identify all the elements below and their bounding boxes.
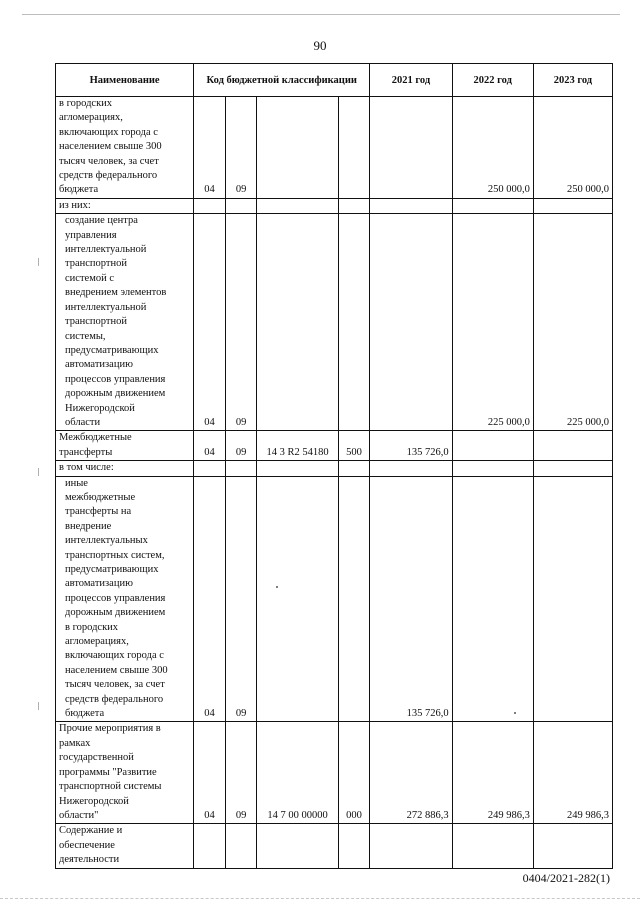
row-value-2022 bbox=[452, 431, 533, 461]
header-budget-code: Код бюджетной классификации bbox=[194, 64, 370, 97]
row-name-cell bbox=[56, 97, 194, 199]
row-value-2021 bbox=[370, 461, 452, 476]
row-name: Прочие мероприятия в рамках государственной программы "Развитие транспортной системы Нижегородской области" bbox=[59, 723, 162, 821]
row-value-2022 bbox=[452, 461, 533, 476]
row-section: 04 bbox=[194, 97, 226, 199]
table-row bbox=[56, 198, 613, 213]
row-value-2022 bbox=[452, 476, 533, 722]
row-name: создание центра управления интеллектуальной транспортной системой с внедрением элементов интеллектуальной транспортной системы, предусматривающих автоматизацию процессов управления дорожным движением Нижегородской области bbox=[65, 215, 167, 428]
margin-mark bbox=[38, 702, 39, 710]
header-year-2021: 2021 год bbox=[370, 64, 452, 97]
row-target-article bbox=[257, 824, 338, 868]
row-section: 04 bbox=[194, 431, 226, 461]
row-value-2023 bbox=[533, 824, 612, 868]
document-code: 0404/2021-282(1) bbox=[522, 871, 610, 885]
row-expense-type bbox=[338, 824, 370, 868]
row-section bbox=[194, 198, 226, 213]
table-row bbox=[56, 476, 613, 722]
row-name: иные межбюджетные трансферты на внедрение интеллектуальных транспортных систем, предусматривающих автоматизацию процессов управления дорожным движением в городских агломерациях, включающих города с населением свыше 300 тысяч человек, за счет средств федерального бюджета bbox=[65, 477, 168, 720]
row-section: 04 bbox=[194, 476, 226, 722]
row-value-2023 bbox=[533, 198, 612, 213]
row-target-article bbox=[257, 97, 338, 199]
row-subsection bbox=[225, 198, 257, 213]
row-value-2023 bbox=[533, 476, 612, 722]
row-name-cell bbox=[56, 461, 194, 476]
table-row bbox=[56, 461, 613, 476]
row-name-cell bbox=[56, 198, 194, 213]
header-name: Наименование bbox=[56, 64, 194, 97]
row-target-article bbox=[257, 476, 338, 722]
margin-mark bbox=[38, 258, 39, 266]
row-value-2023: 249 986,3 bbox=[533, 722, 612, 824]
row-expense-type bbox=[338, 476, 370, 722]
row-expense-type: 000 bbox=[338, 722, 370, 824]
scan-bottom-edge bbox=[0, 898, 640, 899]
table-row bbox=[56, 722, 613, 824]
budget-table bbox=[55, 63, 613, 869]
header-year-2023: 2023 год bbox=[533, 64, 612, 97]
row-name-cell bbox=[56, 431, 194, 461]
table-header-row bbox=[56, 64, 613, 97]
header-year-2022: 2022 год bbox=[452, 64, 533, 97]
row-target-article: 14 7 00 00000 bbox=[257, 722, 338, 824]
row-subsection: 09 bbox=[225, 431, 257, 461]
table-body bbox=[56, 97, 613, 869]
row-value-2022: 250 000,0 bbox=[452, 97, 533, 199]
row-expense-type bbox=[338, 461, 370, 476]
row-value-2023 bbox=[533, 461, 612, 476]
row-subsection bbox=[225, 461, 257, 476]
row-name-cell bbox=[56, 214, 194, 431]
row-subsection: 09 bbox=[225, 476, 257, 722]
table-row bbox=[56, 824, 613, 868]
row-value-2021 bbox=[370, 214, 452, 431]
row-value-2021 bbox=[370, 824, 452, 868]
row-subsection bbox=[225, 824, 257, 868]
row-section bbox=[194, 461, 226, 476]
margin-mark bbox=[38, 468, 39, 476]
row-target-article bbox=[257, 214, 338, 431]
row-target-article bbox=[257, 198, 338, 213]
row-target-article bbox=[257, 461, 338, 476]
row-value-2022 bbox=[452, 824, 533, 868]
row-value-2021: 272 886,3 bbox=[370, 722, 452, 824]
row-name: Содержание и обеспечение деятельности bbox=[59, 825, 123, 866]
row-subsection: 09 bbox=[225, 97, 257, 199]
row-name: Межбюджетные трансферты bbox=[59, 432, 132, 458]
scan-top-edge bbox=[22, 14, 620, 15]
row-name-cell bbox=[56, 476, 194, 722]
row-value-2023: 225 000,0 bbox=[533, 214, 612, 431]
table-row bbox=[56, 214, 613, 431]
row-value-2023: 250 000,0 bbox=[533, 97, 612, 199]
row-name: в городских агломерациях, включающих города с населением свыше 300 тысяч человек, за счет средств федерального бюджета bbox=[59, 98, 162, 196]
row-name: из них: bbox=[59, 199, 91, 211]
row-name-cell bbox=[56, 824, 194, 868]
row-expense-type bbox=[338, 214, 370, 431]
row-name-cell bbox=[56, 722, 194, 824]
row-value-2023 bbox=[533, 431, 612, 461]
table-row bbox=[56, 97, 613, 199]
row-name: в том числе: bbox=[59, 462, 114, 474]
row-expense-type bbox=[338, 97, 370, 199]
row-subsection: 09 bbox=[225, 722, 257, 824]
page-number: 90 bbox=[313, 38, 327, 53]
row-subsection: 09 bbox=[225, 214, 257, 431]
row-value-2021 bbox=[370, 198, 452, 213]
row-value-2021: 135 726,0 bbox=[370, 431, 452, 461]
row-section: 04 bbox=[194, 722, 226, 824]
row-section: 04 bbox=[194, 214, 226, 431]
table-row bbox=[56, 431, 613, 461]
row-value-2022: 225 000,0 bbox=[452, 214, 533, 431]
row-value-2021 bbox=[370, 97, 452, 199]
row-target-article: 14 3 R2 54180 bbox=[257, 431, 338, 461]
row-value-2021: 135 726,0 bbox=[370, 476, 452, 722]
row-expense-type bbox=[338, 198, 370, 213]
row-section bbox=[194, 824, 226, 868]
row-expense-type: 500 bbox=[338, 431, 370, 461]
row-value-2022: 249 986,3 bbox=[452, 722, 533, 824]
row-value-2022 bbox=[452, 198, 533, 213]
